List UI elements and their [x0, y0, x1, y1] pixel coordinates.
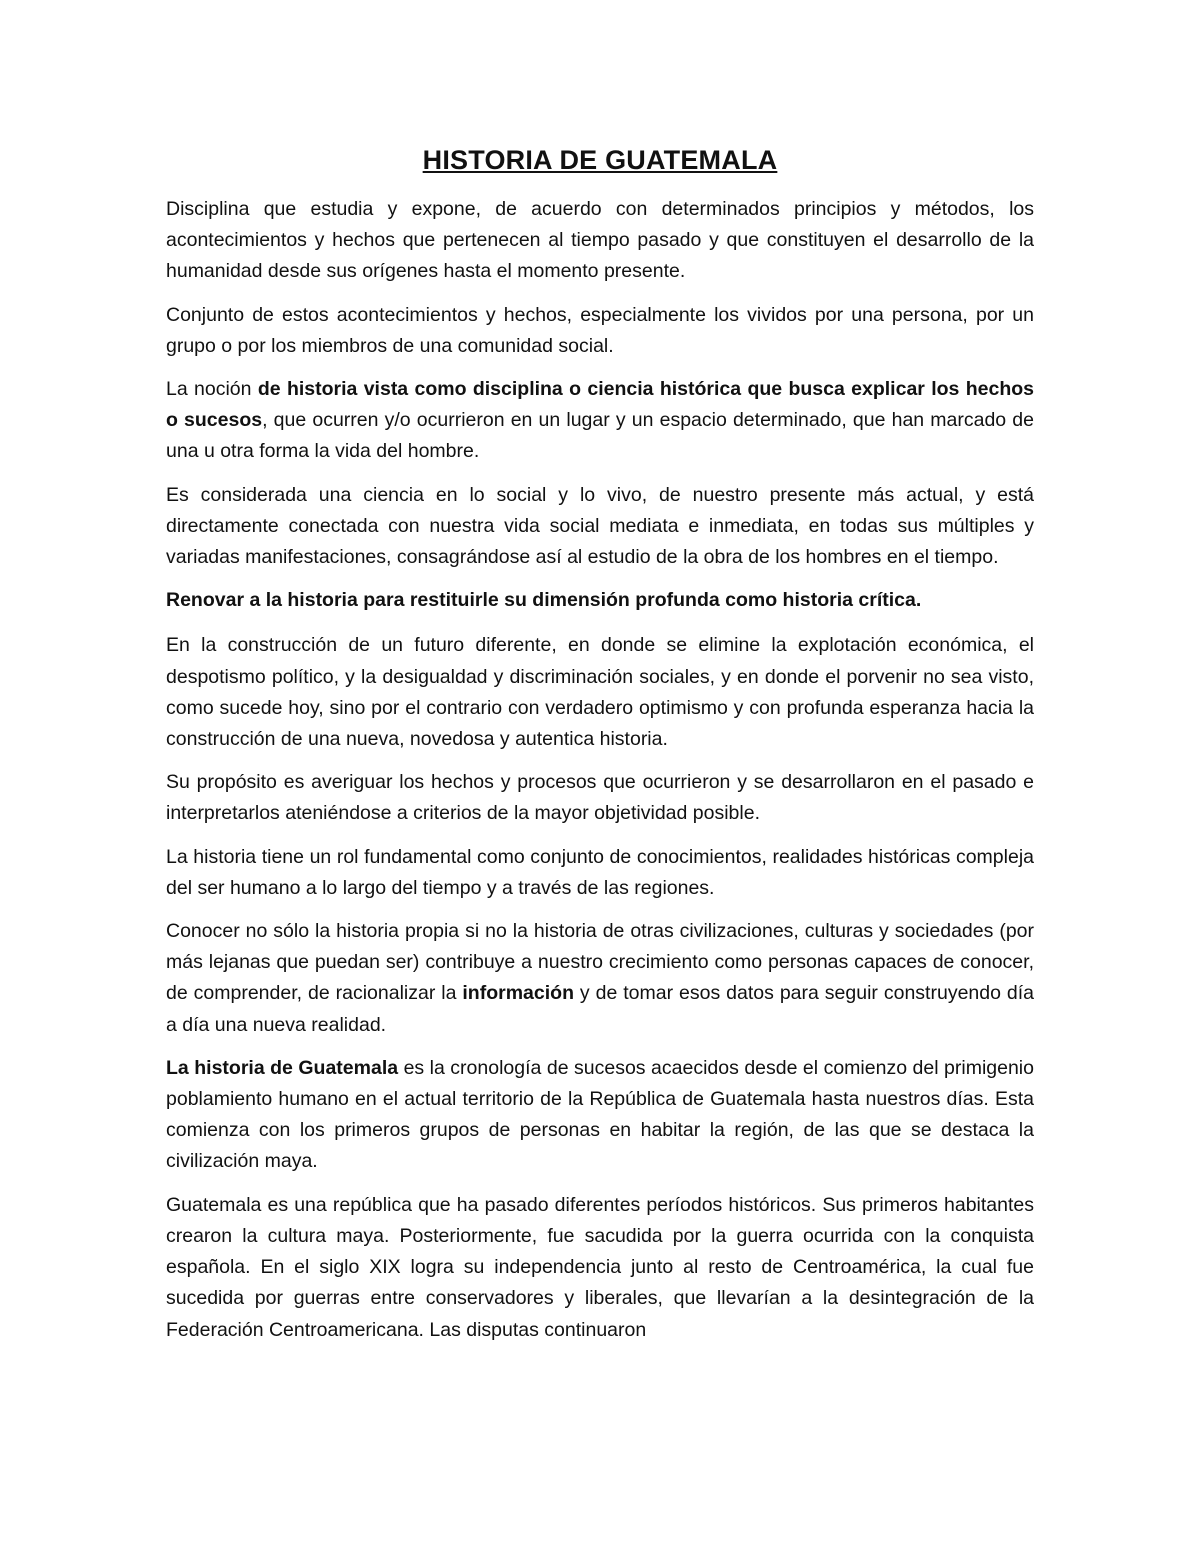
paragraph-8-text-a: Conocer no sólo la historia propia si no la historia de otras civilizaciones, culturas y sociedades (por más lejanas que puedan ser) contribuye a nuestro crecimiento como personas capaces de conocer, de comprender, de racionalizar la [166, 920, 1034, 1005]
paragraph-9-bold-text: La historia de Guatemala [166, 1056, 399, 1079]
section-heading: Renovar a la historia para restituirle su dimensión profunda como historia crítica. [166, 589, 922, 612]
paragraph-6: Su propósito es averiguar los hechos y procesos que ocurrieron y se desarrollaron en el pasado e interpretarlos ateniéndose a criterios de la mayor objetividad posible. [166, 771, 1034, 825]
paragraph-2: Conjunto de estos acontecimientos y hechos, especialmente los vividos por una persona, por un grupo o por los miembros de una comunidad social. [166, 303, 1034, 357]
paragraph-1: Disciplina que estudia y expone, de acuerdo con determinados principios y métodos, los acontecimientos y hechos que pertenecen al tiempo pasado y que constituyen el desarrollo de la humanidad desde sus orígenes hasta el momento presente. [166, 198, 1034, 283]
paragraph-8 [166, 916, 1034, 1041]
paragraph-3-bold-text: de historia vista como disciplina o ciencia histórica que busca explicar los hechos o sucesos [166, 378, 1034, 432]
paragraph-3-text-c: , que ocurren y/o ocurrieron en un lugar y un espacio determinado, que han marcado de una u otra forma la vida del hombre. [166, 409, 1034, 463]
paragraph-7: La historia tiene un rol fundamental como conjunto de conocimientos, realidades históricas compleja del ser humano a lo largo del tiempo y a través de las regiones. [166, 845, 1034, 899]
paragraph-5: En la construcción de un futuro diferente, en donde se elimine la explotación económica, el despotismo político, y la desigualdad y discriminación sociales, y en donde el porvenir no sea visto, como sucede hoy, sino por el contrario con verdadero optimismo y con profunda esperanza hacia la construcción de una nueva, novedosa y autentica historia. [166, 634, 1034, 751]
document-page [166, 140, 1034, 1358]
paragraph-9 [166, 1053, 1034, 1178]
paragraph-8-bold-text: información [462, 982, 574, 1005]
paragraph-4: Es considerada una ciencia en lo social y lo vivo, de nuestro presente más actual, y está directamente conectada con nuestra vida social mediata e inmediata, en todas sus múltiples y variadas manifestaciones, consagrándose así al estudio de la obra de los hombres en el tiempo. [166, 483, 1034, 569]
paragraph-8-text-c: y de tomar esos datos para seguir construyendo día a día una nueva realidad. [166, 982, 1034, 1036]
paragraph-10: Guatemala es una república que ha pasado diferentes períodos históricos. Sus primeros habitantes crearon la cultura maya. Posteriormente, fue sacudida por la guerra ocurrida con la conquista española. En el siglo XIX logra su independencia junto al resto de Centroamérica, la cual fue sucedida por guerras entre conservadores y liberales, que llevarían a la desintegración de la Federación Centroamericana. Las disputas continuaron [166, 1193, 1034, 1341]
paragraph-3 [166, 374, 1034, 468]
paragraph-3-text-a: La noción [166, 378, 258, 401]
paragraph-9-text-b: es la cronología de sucesos acaecidos desde el comienzo del primigenio poblamiento humano en el actual territorio de la República de Guatemala hasta nuestros días. Esta comienza con los primeros grupos de personas en habitar la región, de las que se destaca la civilización maya. [166, 1056, 1034, 1173]
document-title: HISTORIA DE GUATEMALA [422, 145, 778, 175]
